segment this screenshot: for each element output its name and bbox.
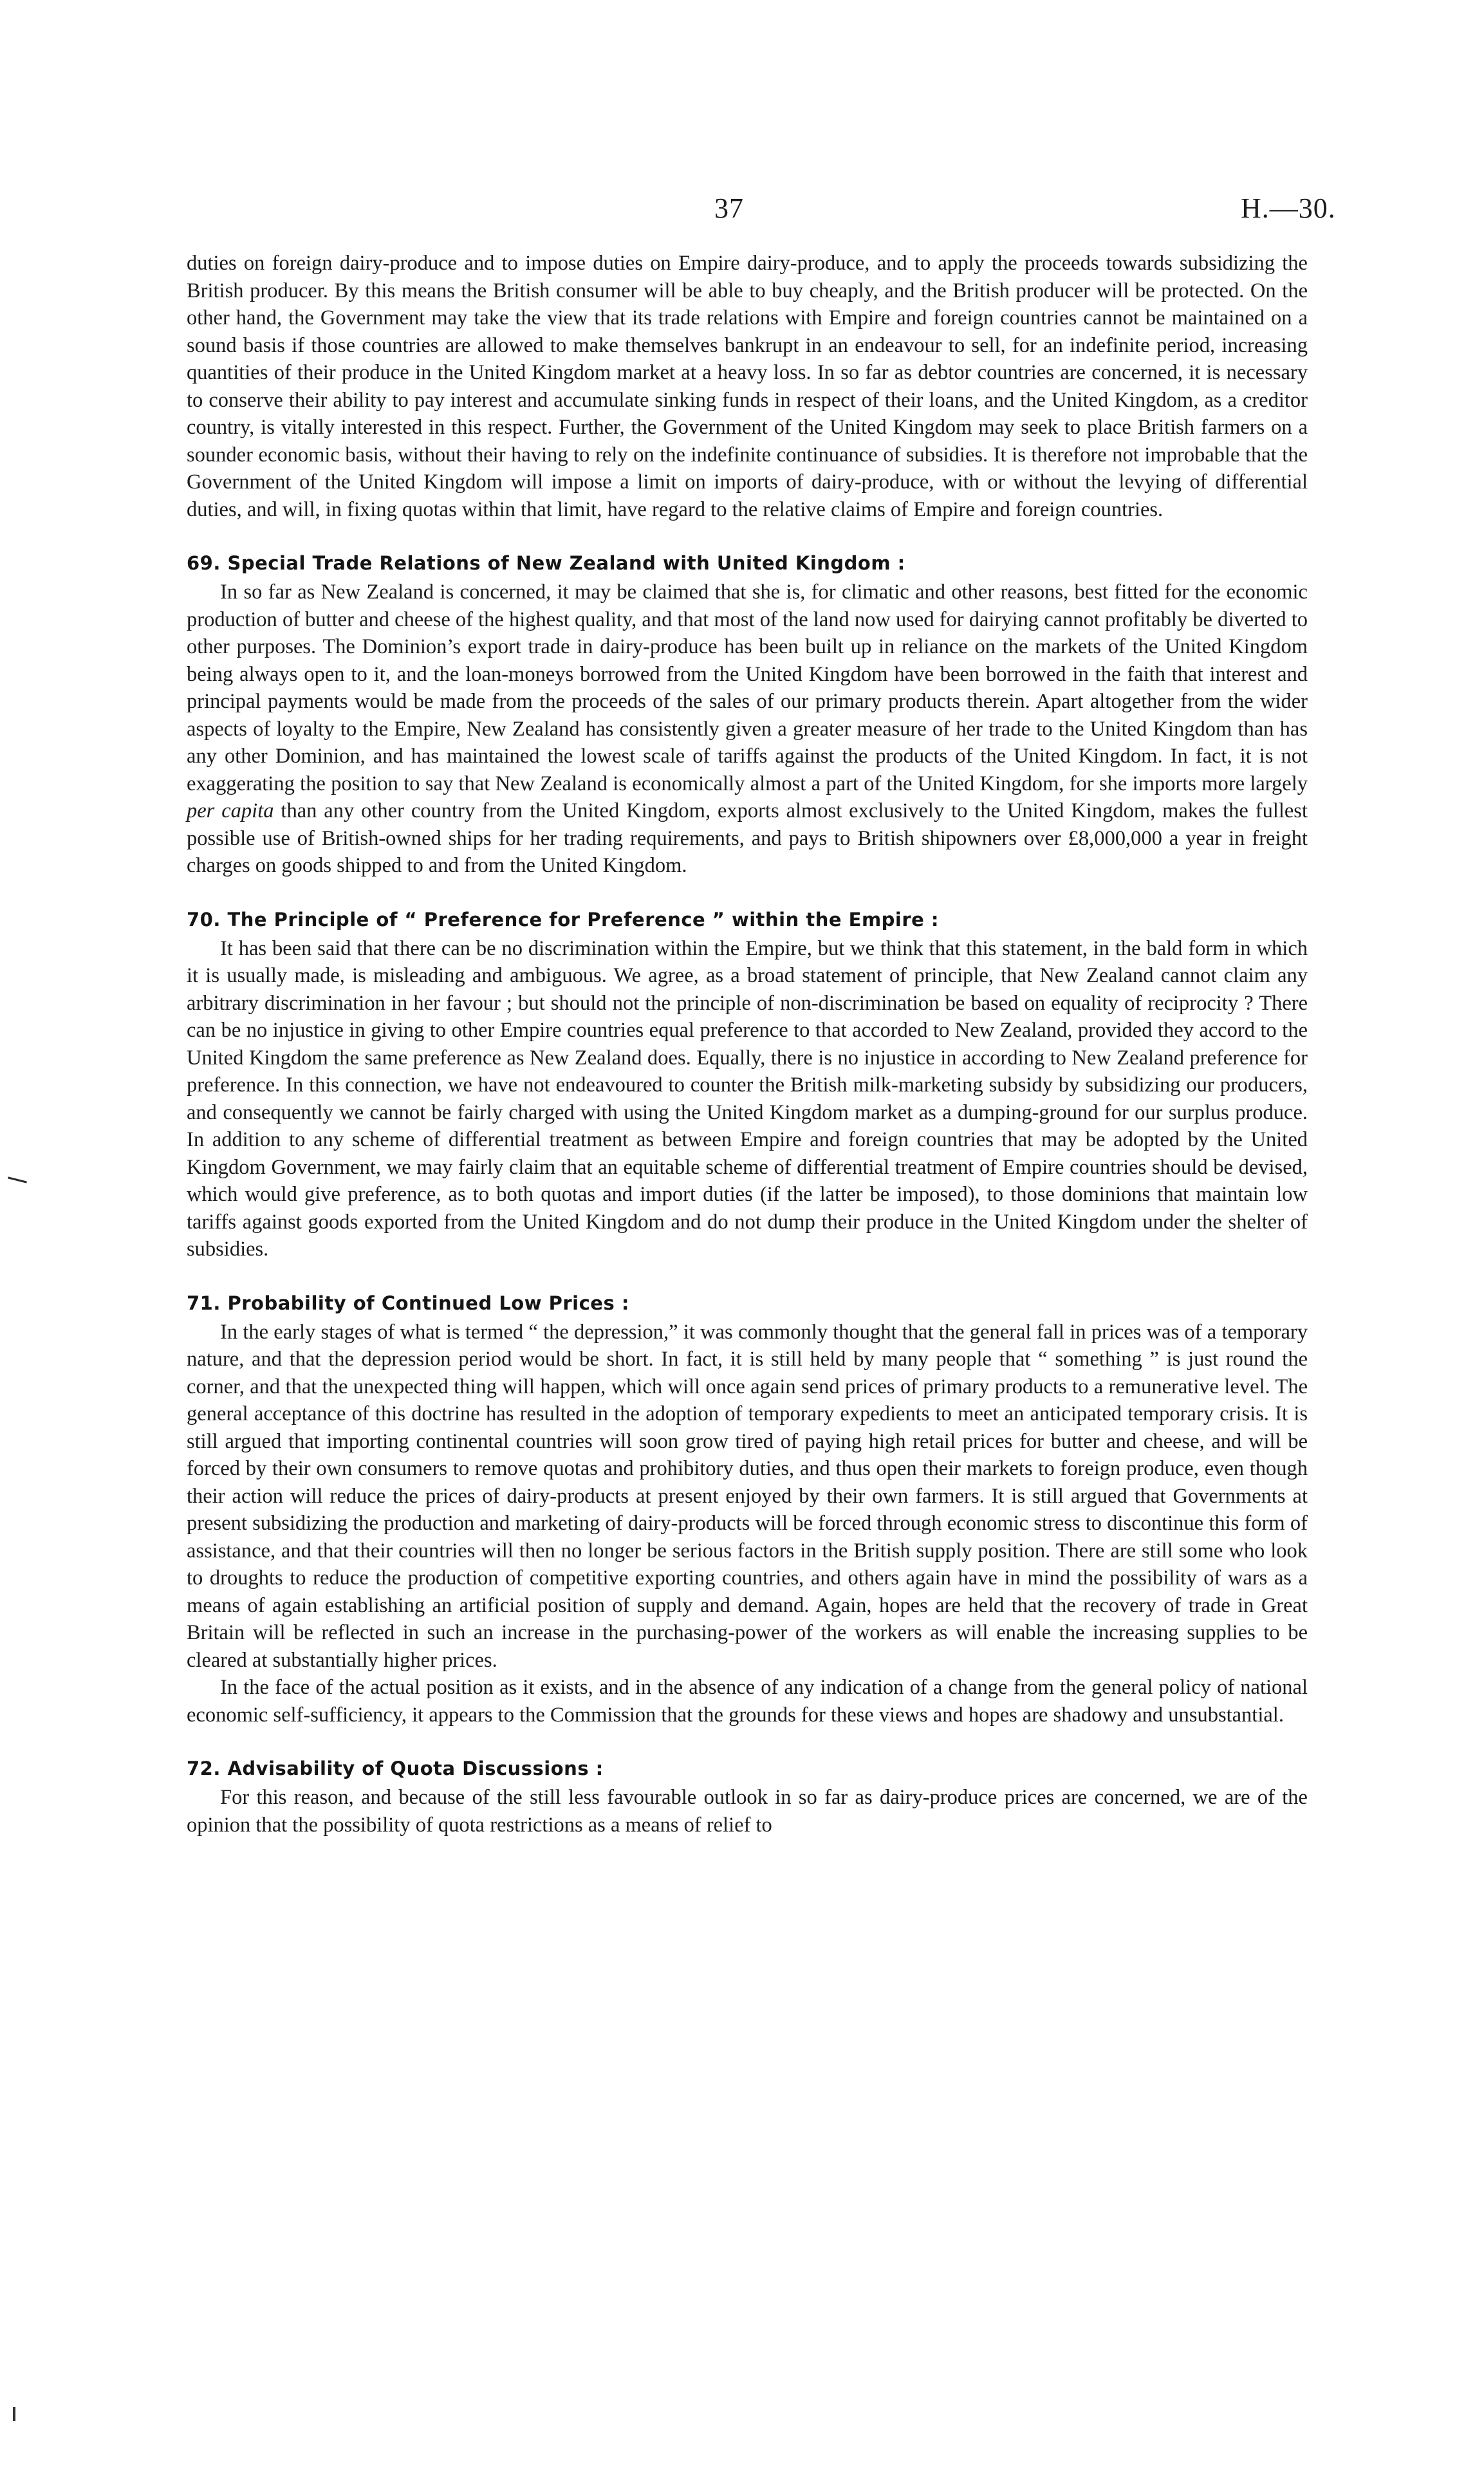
section-70 [187,907,1308,1263]
paragraph [187,579,1308,880]
page-number: 37 [714,192,744,224]
paragraph-text: In so far as New Zealand is concerned, it may be claimed that she is, for climatic and other reasons, best fitted for the economic production of butter and cheese of the highest quality, and that most of the land now used for dairying cannot profitably be diverted to other purposes. The Dominion’s export trade in dairy-produce has been built up in reliance on the markets of the United Kingdom being always open to it, and the loan-moneys borrowed from the United Kingdom have been borrowed in the faith that interest and principal payments would be made from the proceeds of the sales of our primary products therein. Apart altogether from the wider aspects of loyalty to the Empire, New Zealand has consistently given a greater measure of her trade to the United Kingdom than has any other Dominion, and has maintained the lowest scale of tariffs against the products of the United Kingdom. In fact, it is not exaggerating the position to say that New Zealand is economically almost a part of the United Kingdom, for she imports more largely [187,580,1308,795]
paragraph: In the early stages of what is termed “ the depression,” it was commonly thought that the general fall in prices was of a temporary nature, and that the depression period would be short. In fact, it is still held by many people that “ something ” is just round the corner, and that the unexpected thing will happen, which will once again send prices of primary products to a remunerative level. The general acceptance of this doctrine has resulted in the adoption of temporary expedients to meet an anticipated temporary crisis. It is still argued that importing continental countries will soon grow tired of paying high retail prices for butter and cheese, and will be forced by their own consumers to remove quotas and prohibitory duties, and thus open their markets to foreign produce, even though their action will reduce the prices of dairy-products at present enjoyed by their own farmers. It is still argued that Governments at present subsidizing the production and marketing of dairy-products will be forced through economic stress to discontinue this form of assistance, and that their countries will then no longer be serious factors in the British supply position. There are still some who look to droughts to reduce the production of competitive exporting countries, and others again have in mind the possibility of wars as a means of again establishing an artificial position of supply and demand. Again, hopes are held that the recovery of trade in Great Britain will be reflected in such an increase in the purchasing-power of the workers as will enable the increasing supplies to be cleared at substantially higher prices. [187,1320,1308,1672]
section-72 [187,1756,1308,1839]
paragraph: In the face of the actual position as it exists, and in the absence of any indication of a change from the general policy of national economic self-sufficiency, it appears to the Commission that the grounds for these views and hopes are shadowy and unsubstantial. [187,1676,1308,1727]
document-reference: H.—30. [1241,192,1336,224]
section-heading: 69. Special Trade Relations of New Zealand with United Kingdom : [187,552,905,574]
margin-mark-bottom [13,2407,15,2421]
section-heading: 70. The Principle of “ Preference for Preference ” within the Empire : [187,908,940,931]
section-heading: 71. Probability of Continued Low Prices : [187,1292,629,1314]
section-71 [187,1290,1308,1729]
paragraph: For this reason, and because of the still less favourable outlook in so far as dairy-produce prices are concerned, we are of the opinion that the possibility of quota restrictions as a means of relief to [187,1786,1308,1837]
intro-paragraph: duties on foreign dairy-produce and to impose duties on Empire dairy-produce, and to apply the proceeds towards subsidizing the British producer. By this means the British consumer will be able to buy cheaply, and the British producer will be protected. On the other hand, the Government may take the view that its trade relations with Empire and foreign countries cannot be maintained on a sound basis if those countries are allowed to make themselves bankrupt in an endeavour to sell, for an indefinite period, increasing quantities of their produce in the United Kingdom market at a heavy loss. In so far as debtor countries are concerned, it is necessary to conserve their ability to pay interest and accumulate sinking funds in respect of their loans, and the United Kingdom, as a creditor country, is vitally interested in this respect. Further, the Government of the United Kingdom may seek to place British farmers on a sounder economic basis, without their having to rely on the indefinite continuance of subsidies. It is therefore not improbable that the Government of the United Kingdom will impose a limit on imports of dairy-produce, with or without the levying of differential duties, and will, in fixing quotas within that limit, have regard to the relative claims of Empire and foreign countries. [187,252,1308,521]
paragraph: It has been said that there can be no discrimination within the Empire, but we think that this statement, in the bald form in which it is usually made, is misleading and ambiguous. We agree, as a broad statement of principle, that New Zealand cannot claim any arbitrary discrimination in her favour ; but should not the principle of non-discrimination be based on equality of reciprocity ? There can be no injustice in giving to other Empire countries equal preference to that accorded to New Zealand, provided they accord to the United Kingdom the same preference as New Zealand does. Equally, there is no injustice in according to New Zealand preference for preference. In this connection, we have not endeavoured to counter the British milk-marketing subsidy by subsidizing our producers, and consequently we cannot be fairly charged with using the United Kingdom market as a dumping-ground for our surplus produce. In addition to any scheme of differential treatment as between Empire and foreign countries that may be adopted by the United Kingdom Government, we may fairly claim that an equitable scheme of differential treatment of Empire countries should be devised, which would give preference, as to both quotas and import duties (if the latter be imposed), to those dominions that maintain low tariffs against goods exported from the United Kingdom and do not dump their produce in the United Kingdom under the shelter of subsidies. [187,936,1308,1261]
margin-mark [8,1176,27,1183]
section-69 [187,550,1308,880]
section-heading: 72. Advisability of Quota Discussions : [187,1758,604,1779]
paragraph-text: than any other country from the United Kingdom, exports almost exclusively to the United Kingdom, makes the fullest possible use of British-owned ships for her trading requirements, and pays to British shipowners over £8,000,000 a year in freight charges on goods shipped to and from the United Kingdom. [187,799,1308,877]
italic-phrase: per capita [187,799,274,822]
document-body [187,250,1308,1839]
